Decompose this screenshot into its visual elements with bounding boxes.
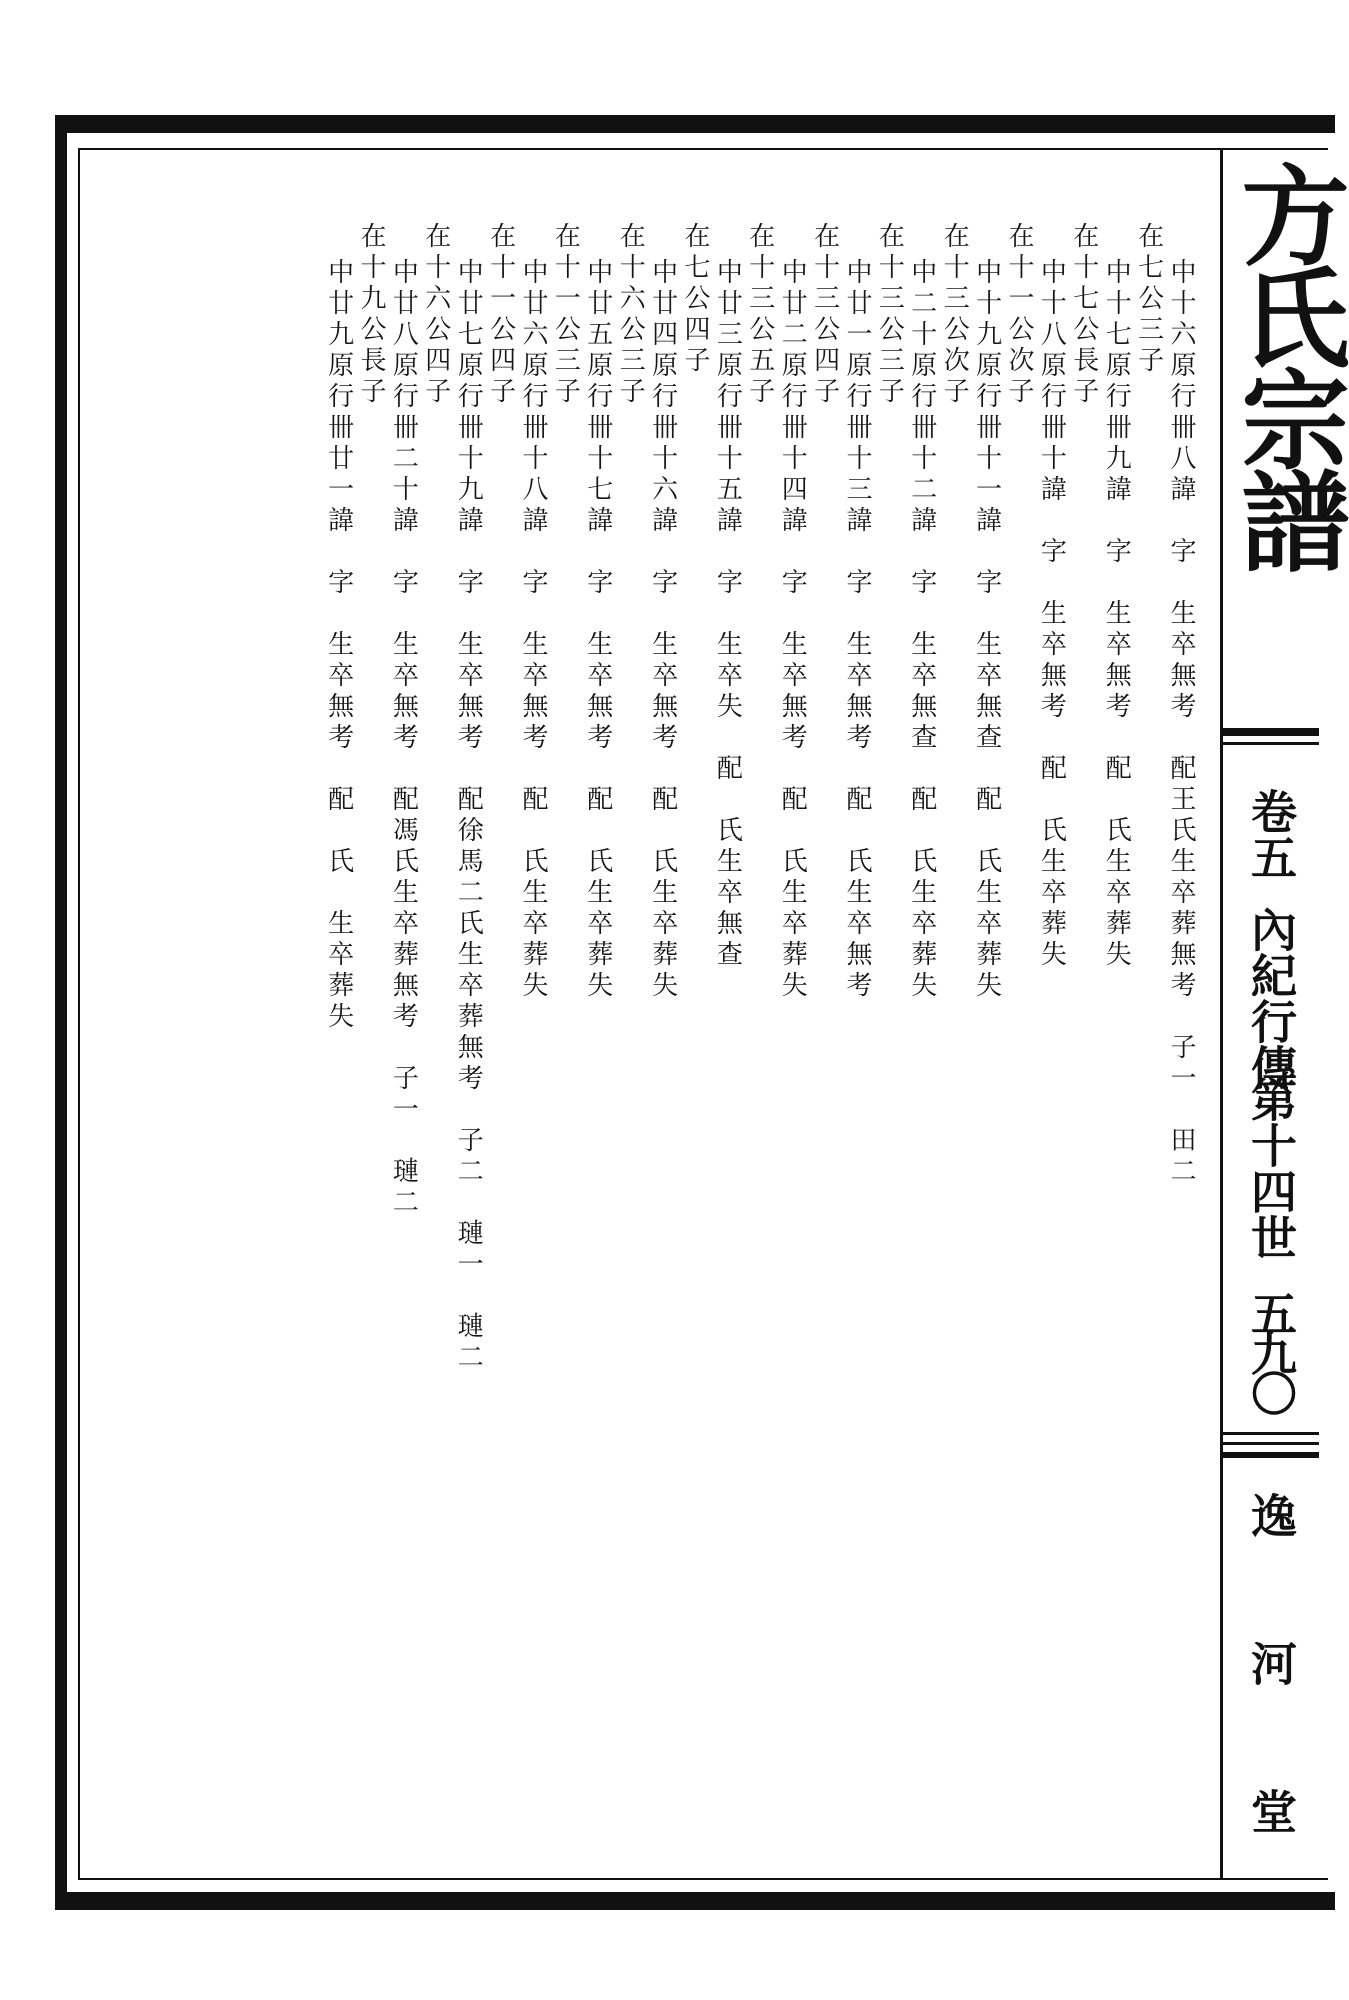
person-entry-column: 中十八原行卌十諱 字 生卒無考 配 氏生卒葬失	[1036, 258, 1067, 971]
person-entry-column: 中廿九原行卌廿一諱 字 生卒無考 配 氏 生卒葬失	[323, 258, 354, 1033]
person-entry-column: 中廿六原行卌十八諱 字 生卒無考 配 氏生卒葬失	[518, 258, 548, 1002]
person-entry-column: 中廿三原行卌十五諱 字 生卒失 配 氏生卒無查	[712, 258, 743, 971]
parent-line-column: 在十一公三子	[550, 222, 581, 408]
parent-line-column: 在十九公長子	[356, 222, 386, 408]
parent-line-column: 在十三公五子	[744, 222, 775, 408]
parent-line-column: 在十六公三子	[615, 222, 646, 408]
margin-divider-lower	[1223, 1432, 1319, 1435]
person-entry-column: 中廿二原行卌十四諱 字 生卒無考 配 氏生卒葬失	[777, 258, 808, 1002]
margin-divider-lower-thick	[1223, 1452, 1319, 1458]
generation-label: 第十四世	[1244, 1076, 1298, 1260]
margin-divider-upper-thin	[1223, 742, 1319, 745]
parent-line-column: 在十六公四子	[420, 222, 451, 408]
person-entry-column: 中廿五原行卌十七諱 字 生卒無考 配 氏生卒葬失	[582, 258, 613, 1002]
page-number: 五九〇	[1244, 1290, 1298, 1410]
hall-name: 逸河堂	[1244, 1492, 1298, 1936]
parent-line-column: 在十三公次子	[939, 222, 970, 408]
person-entry-column: 中廿八原行卌二十諱 字 生卒無考 配馮氏生卒葬無考 子一 璉二	[388, 258, 419, 1219]
parent-line-column: 在七公四子	[680, 222, 710, 377]
parent-line-column: 在十三公四子	[809, 222, 840, 408]
margin-divider-upper	[1223, 728, 1319, 736]
person-entry-column: 中二十原行卌十二諱 字 生卒無查 配 氏生卒葬失	[906, 258, 937, 1002]
parent-line-column: 在十三公三子	[874, 222, 905, 408]
margin-divider-lower-thin	[1223, 1442, 1319, 1445]
parent-line-column: 在十七公長子	[1068, 222, 1099, 408]
parent-line-column: 在七公三子	[1133, 222, 1164, 377]
person-entry-column: 中廿一原行卌十三諱 字 生卒無考 配 氏生卒無考	[842, 258, 872, 1002]
section-label: 內紀行傳	[1244, 906, 1298, 1090]
book-title: 方氏宗譜	[1223, 160, 1349, 568]
parent-line-column: 在十一公次子	[1004, 222, 1034, 408]
person-entry-column: 中十七原行卌九諱 字 生卒無考 配 氏生卒葬失	[1101, 258, 1132, 971]
person-entry-column: 中廿七原行卌十九諱 字 生卒無考 配徐馬二氏生卒葬無考 子二 璉一 璉二	[453, 258, 484, 1374]
person-entry-column: 中十九原行卌十一諱 字 生卒無查 配 氏生卒葬失	[971, 258, 1002, 1002]
inner-frame	[78, 148, 1328, 1880]
volume-label: 卷五	[1244, 788, 1298, 880]
person-entry-column: 中廿四原行卌十六諱 字 生卒無考 配 氏生卒葬失	[647, 258, 678, 1002]
person-entry-column: 中十六原行卌八諱 字 生卒無考 配王氏生卒葬無考 子一 田二	[1166, 258, 1196, 1188]
parent-line-column: 在十一公四子	[485, 222, 516, 408]
